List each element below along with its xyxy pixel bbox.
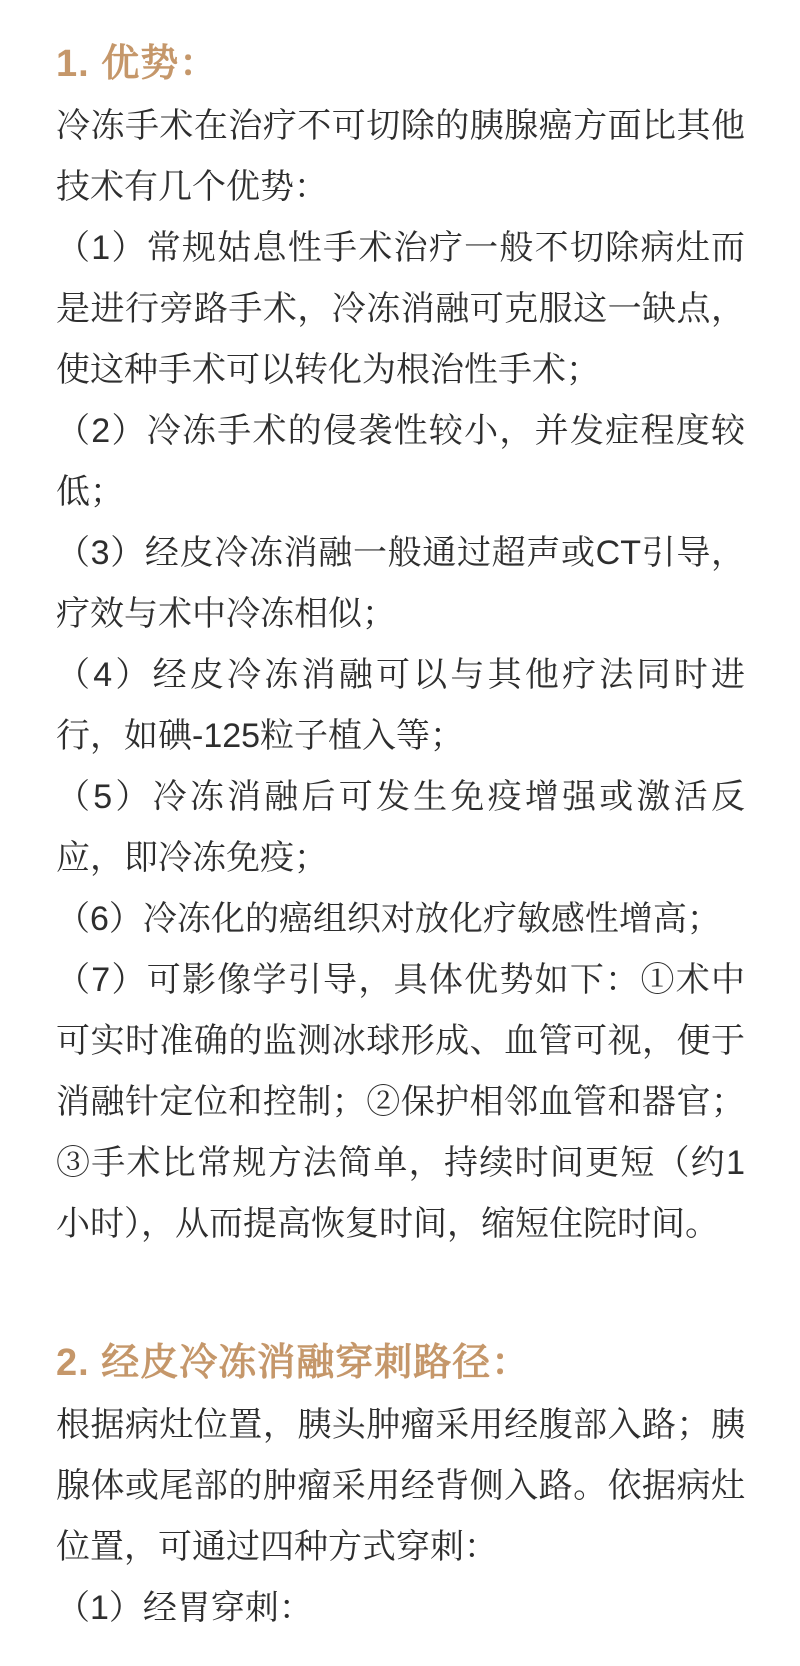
advantage-item-3: （3）经皮冷冻消融一般通过超声或CT引导，疗效与术中冷冻相似； bbox=[56, 534, 745, 633]
route-item-1: （1）经胃穿刺： bbox=[56, 1589, 313, 1627]
advantage-item-7: （7）可影像学引导，具体优势如下：①术中可实时准确的监测冰球形成、血管可视，便于消融针定位和控制；②保护相邻血管和器官；③手术比常规方法简单，持续时间更短（约1小时），从而提高恢复时间，缩短住院时间。 bbox=[56, 961, 745, 1243]
advantage-item-5: （5）冷冻消融后可发生免疫增强或激活反应，即冷冻免疫； bbox=[56, 778, 745, 877]
section-puncture-routes bbox=[56, 1343, 745, 1639]
advantage-item-4: （4）经皮冷冻消融可以与其他疗法同时进行，如碘-125粒子植入等； bbox=[56, 656, 745, 755]
section-2-title: 2. 经皮冷冻消融穿刺路径： bbox=[56, 1342, 531, 1384]
section-1-intro: 冷冻手术在治疗不可切除的胰腺癌方面比其他技术有几个优势： bbox=[56, 107, 745, 206]
section-2-intro: 根据病灶位置，胰头肿瘤采用经腹部入路；胰腺体或尾部的肿瘤采用经背侧入路。依据病灶位置，可通过四种方式穿刺： bbox=[56, 1406, 745, 1566]
section-1-title: 1. 优势： bbox=[56, 43, 219, 85]
advantage-item-6: （6）冷冻化的癌组织对放化疗敏感性增高； bbox=[56, 900, 721, 938]
advantage-item-2: （2）冷冻手术的侵袭性较小，并发症程度较低； bbox=[56, 412, 745, 511]
advantage-item-1: （1）常规姑息性手术治疗一般不切除病灶而是进行旁路手术，冷冻消融可克服这一缺点，使这种手术可以转化为根治性手术； bbox=[56, 229, 745, 389]
section-advantages bbox=[56, 44, 745, 1255]
